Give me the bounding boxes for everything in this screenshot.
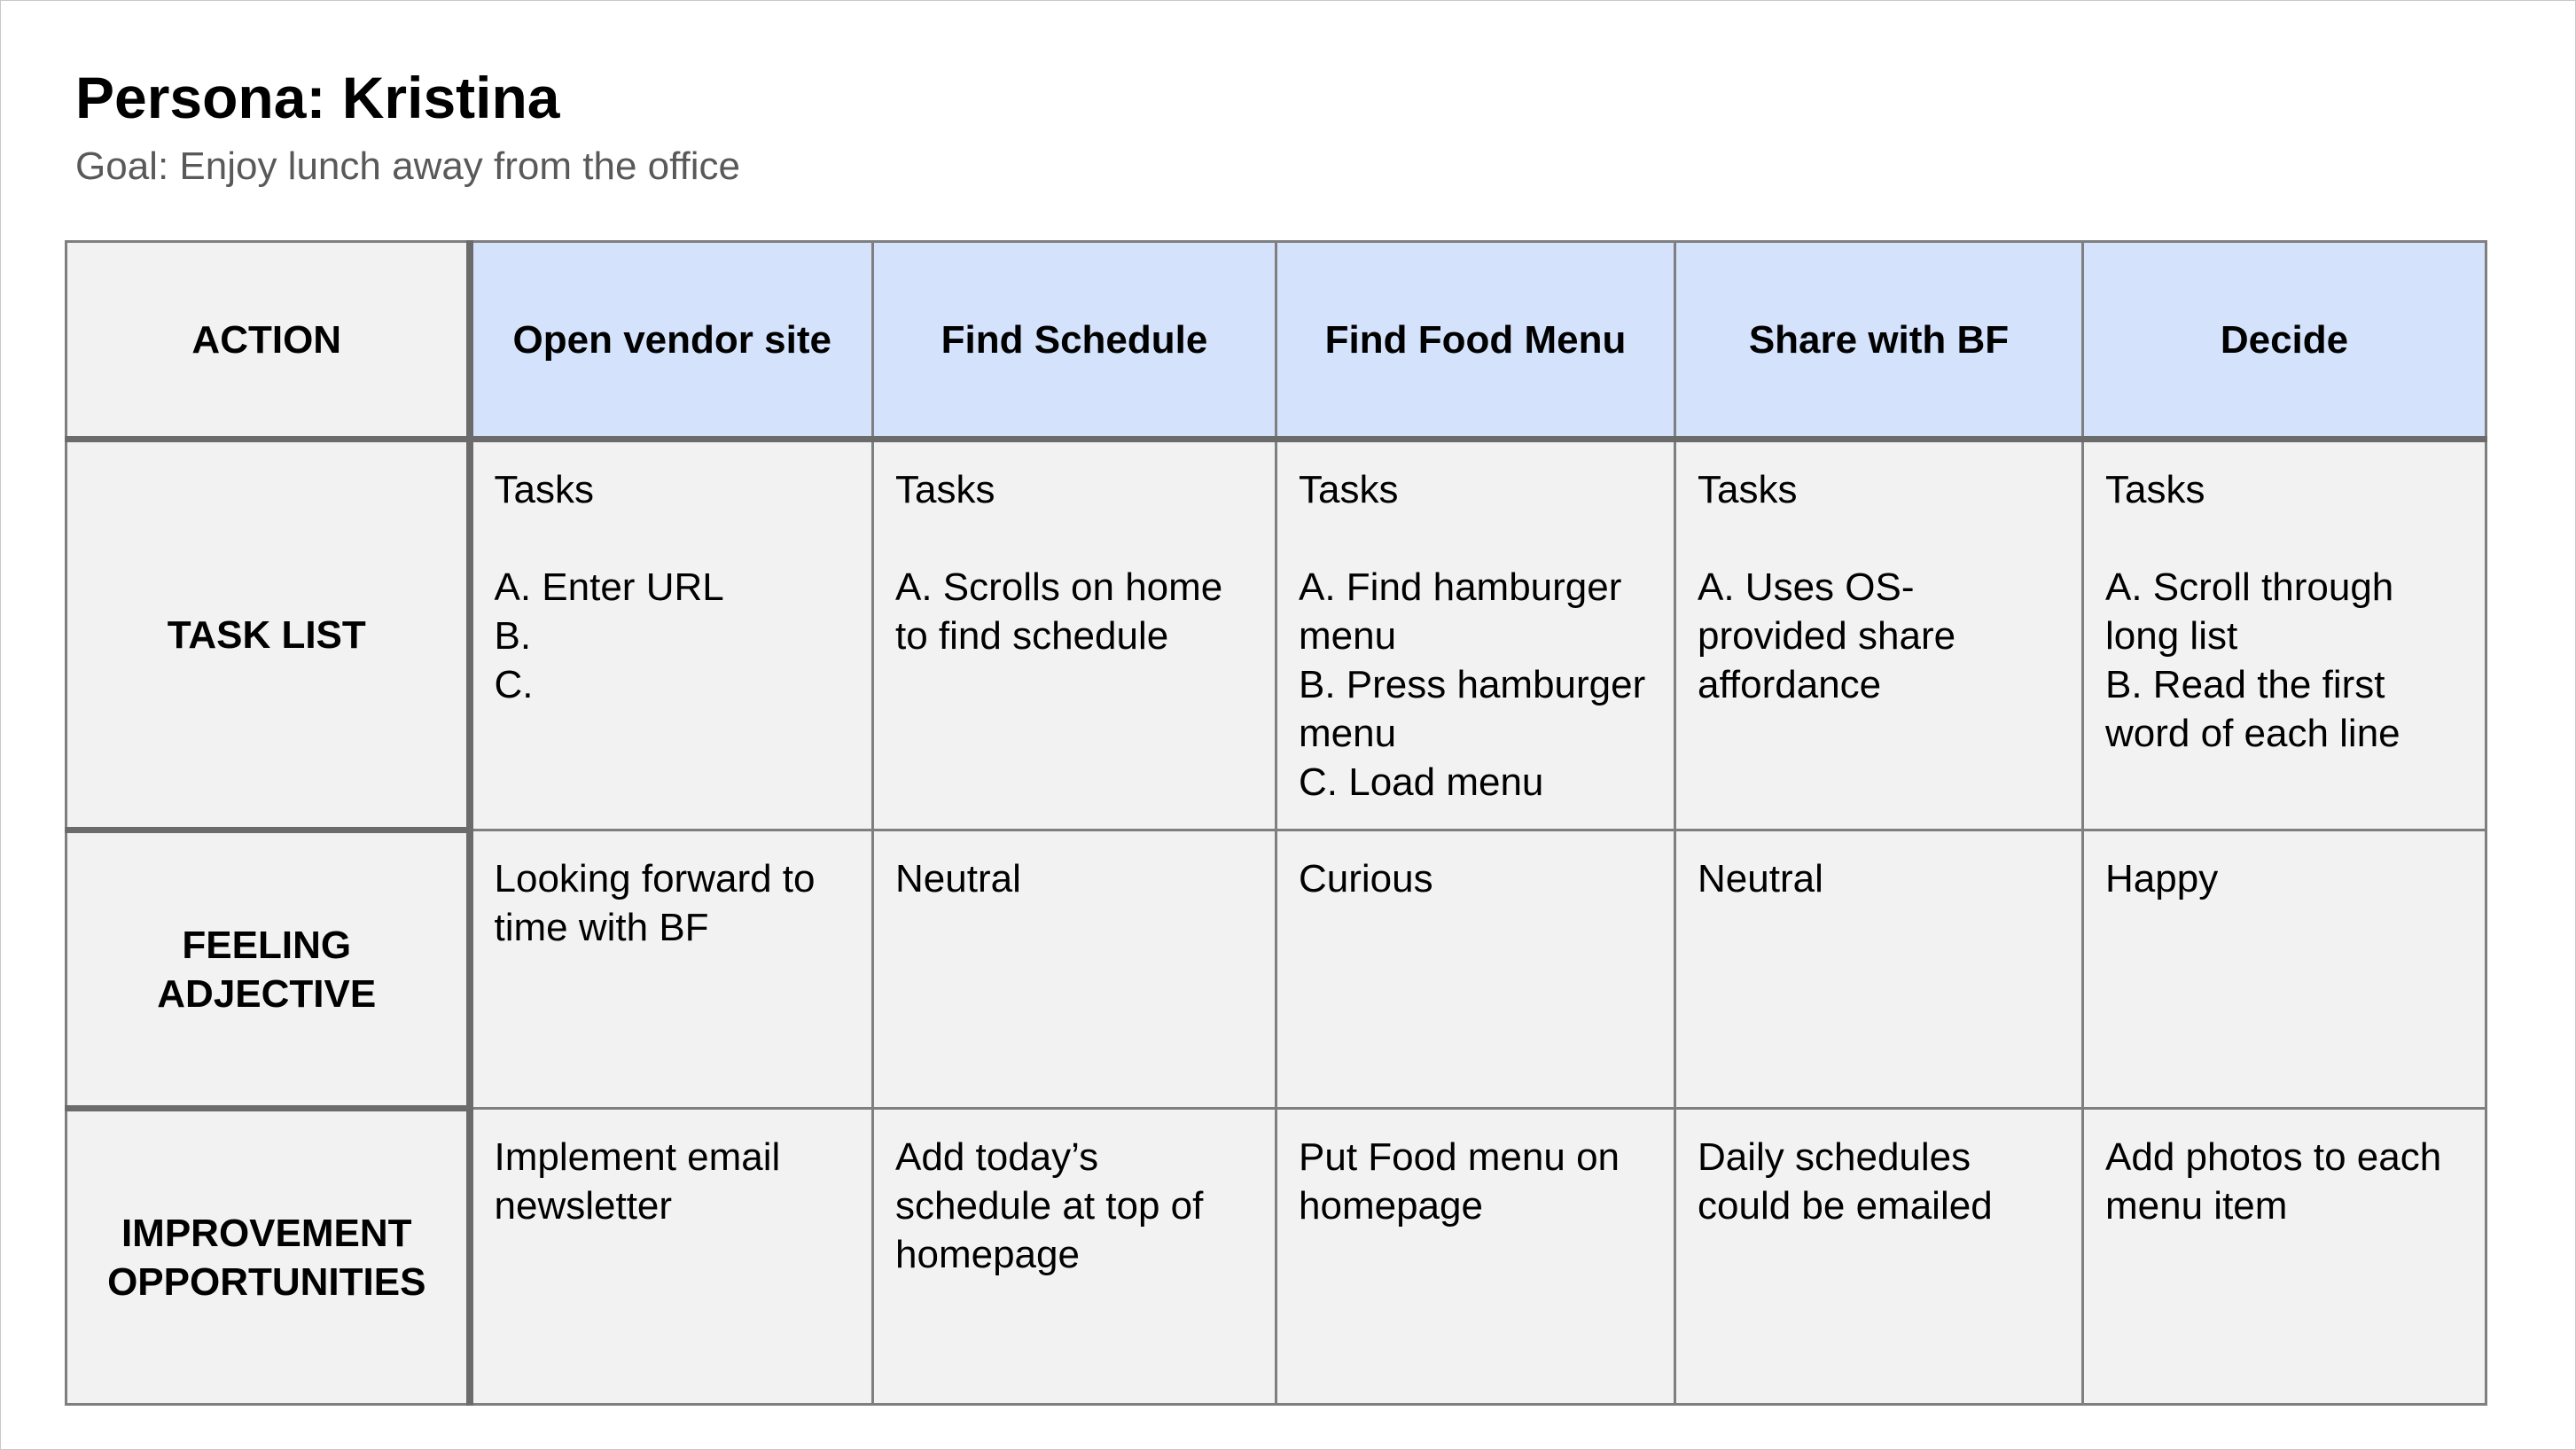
page-subtitle: Goal: Enjoy lunch away from the office xyxy=(75,144,741,188)
feeling-adjective-row xyxy=(66,830,2486,1109)
improvement-cell: Add today’s schedule at top of homepage xyxy=(873,1109,1276,1405)
row-header-improvement: IMPROVEMENT OPPORTUNITIES xyxy=(66,1109,470,1405)
task-list-row xyxy=(66,440,2486,830)
task-cell: Tasks A. Scrolls on home to find schedule xyxy=(873,440,1276,830)
improvement-cell: Daily schedules could be emailed xyxy=(1675,1109,2083,1405)
action-cell: Share with BF xyxy=(1675,242,2083,440)
feeling-cell: Happy xyxy=(2083,830,2486,1109)
feeling-cell: Neutral xyxy=(1675,830,2083,1109)
task-cell: Tasks A. Uses OS-provided share affordance xyxy=(1675,440,2083,830)
improvement-cell: Add photos to each menu item xyxy=(2083,1109,2486,1405)
improvement-opportunities-row xyxy=(66,1109,2486,1405)
journey-map-table xyxy=(65,240,2487,1406)
row-header-task-list: TASK LIST xyxy=(66,440,470,830)
action-cell: Open vendor site xyxy=(470,242,873,440)
action-row xyxy=(66,242,2486,440)
action-cell: Decide xyxy=(2083,242,2486,440)
task-cell: Tasks A. Scroll through long list B. Read the first word of each line xyxy=(2083,440,2486,830)
feeling-cell: Looking forward to time with BF xyxy=(470,830,873,1109)
task-cell: Tasks A. Enter URL B. C. xyxy=(470,440,873,830)
feeling-cell: Neutral xyxy=(873,830,1276,1109)
improvement-cell: Put Food menu on homepage xyxy=(1276,1109,1675,1405)
feeling-cell: Curious xyxy=(1276,830,1675,1109)
improvement-cell: Implement email newsletter xyxy=(470,1109,873,1405)
action-cell: Find Food Menu xyxy=(1276,242,1675,440)
task-cell: Tasks A. Find hamburger menu B. Press hamburger menu C. Load menu xyxy=(1276,440,1675,830)
row-header-action: ACTION xyxy=(66,242,470,440)
row-header-feeling: FEELING ADJECTIVE xyxy=(66,830,470,1109)
page-title: Persona: Kristina xyxy=(75,65,560,130)
action-cell: Find Schedule xyxy=(873,242,1276,440)
